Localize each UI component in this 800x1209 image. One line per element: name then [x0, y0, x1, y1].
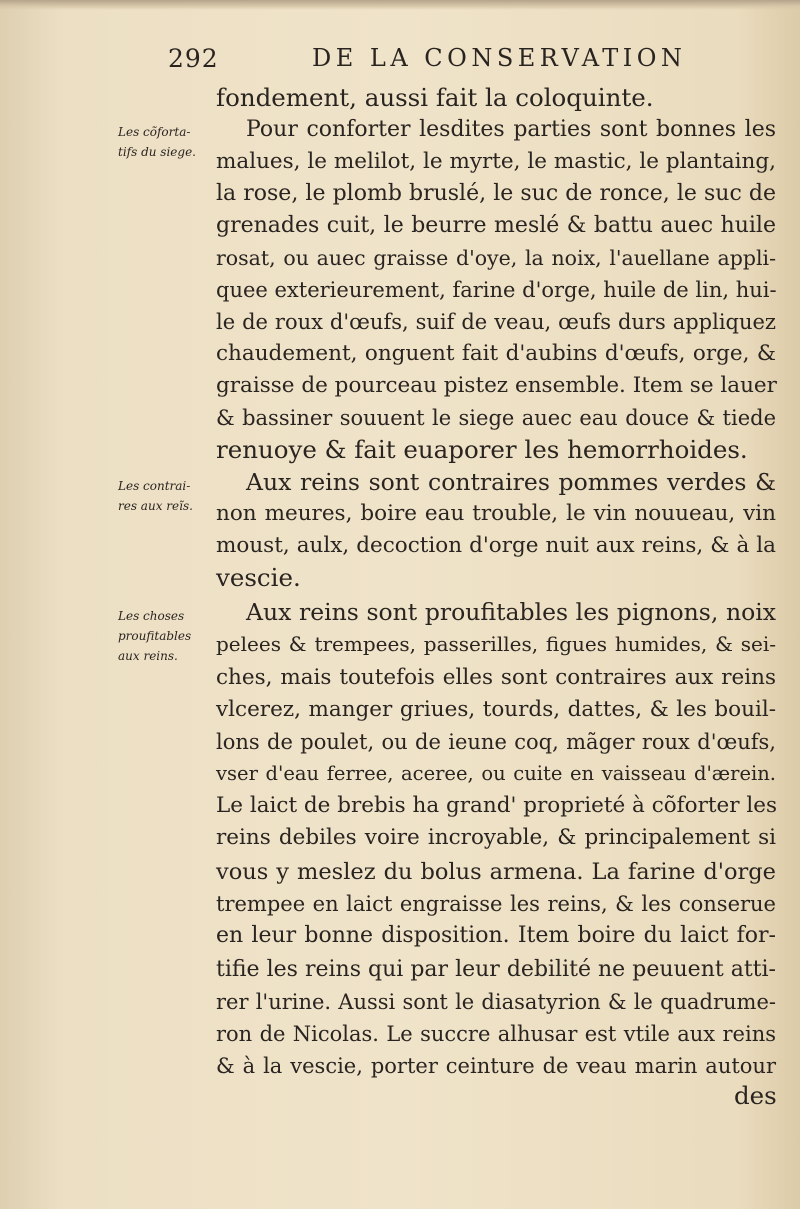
margin-note-line: Les contrai- — [118, 479, 191, 493]
text-line: & bassiner souuent le siege auec eau douce & tiede — [216, 406, 776, 430]
text-line: non meures, boire eau trouble, le vin nouueau, vin — [216, 501, 776, 526]
text-line: rer l'urine. Aussi sont le diasatyrion & le quadrume- — [216, 990, 776, 1014]
text-line: en leur bonne disposition. Item boire du laict for- — [216, 923, 776, 948]
text-line: trempee en laict engraisse les reins, & les conserue — [216, 892, 776, 916]
text-line: reins debiles voire incroyable, & principalement si — [216, 825, 776, 850]
text-line: pelees & trempees, passerilles, figues humides, & sei- — [216, 632, 776, 656]
text-line: grenades cuit, le beurre meslé & battu auec huile — [216, 213, 776, 238]
running-head: DE LA CONSERVATION — [312, 44, 687, 72]
text-line: fondement, aussi fait la coloquinte. — [216, 83, 654, 112]
text-line: quee exterieurement, farine d'orge, huile de lin, hui- — [216, 278, 777, 302]
text-line: Pour conforter lesdites parties sont bonnes les — [246, 117, 776, 142]
margin-note-line: proufitables — [118, 629, 192, 643]
margin-note-line: res aux reĩs. — [118, 499, 193, 513]
text-line: vlcerez, manger griues, tourds, dattes, & les bouil- — [216, 697, 776, 722]
text-line: le de roux d'œufs, suif de veau, œufs durs appliquez — [216, 310, 776, 334]
page-number: 292 — [168, 44, 219, 73]
text-line: & à la vescie, porter ceinture de veau marin autour — [216, 1054, 776, 1078]
text-line: rosat, ou auec graisse d'oye, la noix, l'auellane appli- — [216, 246, 776, 270]
text-line: graisse de pourceau pistez ensemble. Item se lauer — [216, 373, 777, 398]
text-line: Aux reins sont proufitables les pignons, noix — [246, 598, 776, 626]
text-line: tifie les reins qui par leur debilité ne peuuent atti- — [216, 957, 776, 982]
text-line: lons de poulet, ou de ieune coq, mãger roux d'œufs, — [216, 730, 776, 754]
text-line: vous y meslez du bolus armena. La farine d'orge — [216, 859, 776, 885]
catchword: des — [734, 1081, 777, 1110]
text-line: moust, aulx, decoction d'orge nuit aux reins, & à la — [216, 533, 776, 558]
text-line: vser d'eau ferree, aceree, ou cuite en vaisseau d'ærein. — [216, 762, 776, 785]
margin-note-line: Les cõforta- — [118, 125, 191, 139]
margin-note-line: Les choses — [118, 609, 185, 623]
text-line: renuoye & fait euaporer les hemorrhoides. — [216, 435, 748, 464]
text-line: ron de Nicolas. Le succre alhusar est vtile aux reins — [216, 1022, 776, 1046]
text-line: ches, mais toutefois elles sont contraires aux reins — [216, 665, 776, 690]
text-line: Aux reins sont contraires pommes verdes & — [246, 468, 776, 496]
text-line: vescie. — [216, 563, 301, 592]
text-line: Le laict de brebis ha grand' proprieté à cõforter les — [216, 793, 777, 818]
text-line: malues, le melilot, le myrte, le mastic, le plantaing, — [216, 149, 776, 174]
margin-note-line: tifs du siege. — [118, 145, 196, 159]
text-line: chaudement, onguent fait d'aubins d'œufs, orge, & — [216, 341, 776, 366]
margin-note-line: aux reins. — [118, 649, 178, 663]
text-line: la rose, le plomb bruslé, le suc de ronce, le suc de — [216, 181, 776, 206]
